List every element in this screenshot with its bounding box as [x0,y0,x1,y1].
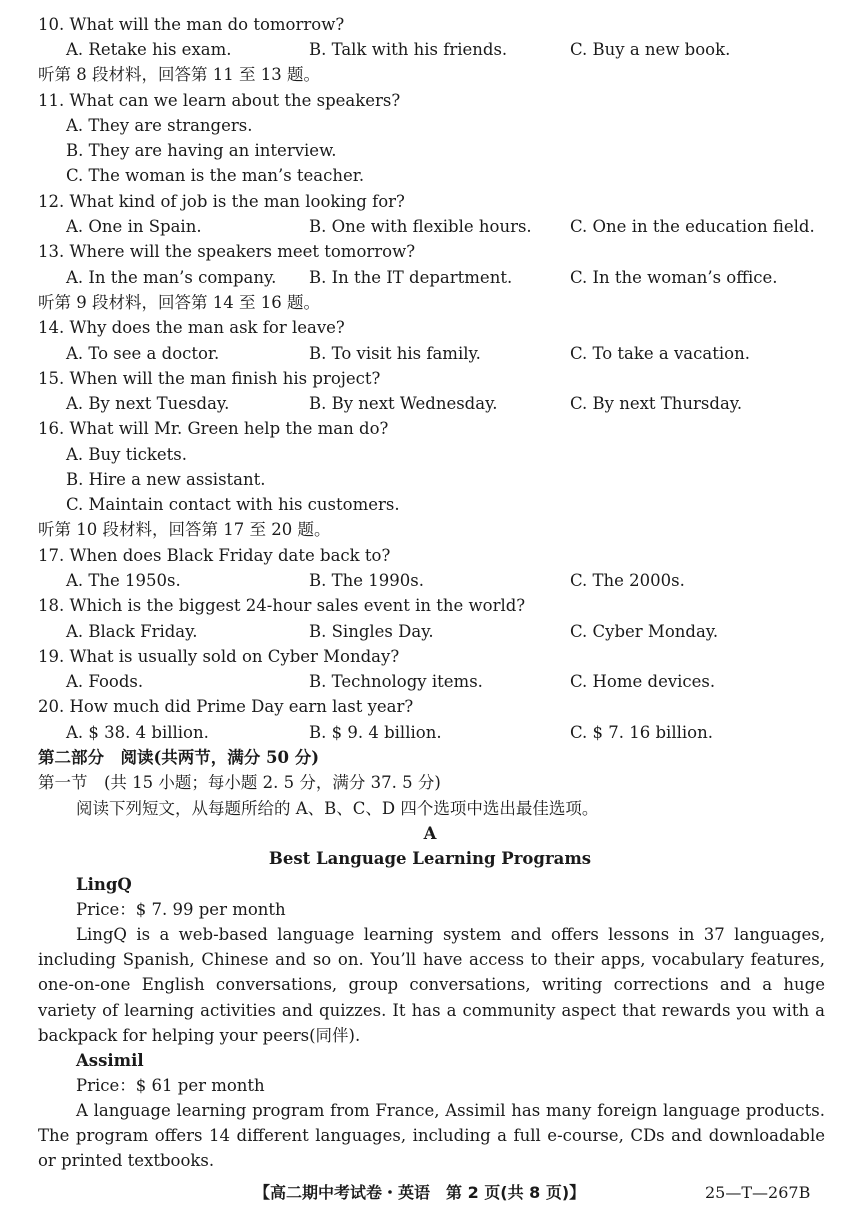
question-15-option-a: A. By next Tuesday. [66,394,230,413]
question-13-option-b: B. In the IT department. [309,268,513,287]
question-16-stem: 16. What will Mr. Green help the man do? [38,419,389,438]
section-9-header: 听第 9 段材料，回答第 14 至 16 题。 [38,293,320,312]
program-desc-lingq: LingQ is a web-based language learning system and offers lessons in 37 languages, including Spanish, Chinese and so on. You’ll have access to their apps, vocabulary features, one-on-one English conversations, group conversations, writing corrections and a huge variety of learning activities and quizzes. It has a community aspect that rewards you with a backpack for helping your peers(同伴). [38,925,825,1045]
question-14-option-b: B. To visit his family. [309,344,481,363]
question-12-option-a: A. One in Spain. [66,217,202,236]
question-20-option-b: B. $ 9. 4 billion. [309,723,442,742]
question-19-option-a: A. Foods. [66,672,144,691]
program-desc-assimil: A language learning program from France, Assimil has many foreign language products. The program offers 14 different languages, including a full e-course, CDs and downloadable or printed textbooks. [38,1101,825,1171]
question-13-stem: 13. Where will the speakers meet tomorrow? [38,242,416,261]
question-14-stem: 14. Why does the man ask for leave? [38,318,345,337]
question-11-option-b: B. They are having an interview. [66,141,337,160]
page-footer-label: 【高二期中考试卷・英语 第 2 页(共 8 页)】 [254,1183,586,1202]
question-19-option-b: B. Technology items. [309,672,483,691]
question-17-option-c: C. The 2000s. [570,571,685,590]
passage-title: Best Language Learning Programs [268,849,592,868]
part-2-title: 第二部分 阅读(共两节，满分 50 分) [38,748,320,767]
question-15-option-b: B. By next Wednesday. [309,394,498,413]
question-13-option-c: C. In the woman’s office. [570,268,778,287]
program-price-lingq: Price：$ 7. 99 per month [76,900,286,919]
page-footer-code: 25—T—267B [705,1183,811,1202]
question-17-stem: 17. When does Black Friday date back to? [38,546,391,565]
question-19-option-c: C. Home devices. [570,672,716,691]
question-12-stem: 12. What kind of job is the man looking for? [38,192,405,211]
question-18-stem: 18. Which is the biggest 24-hour sales event in the world? [38,596,526,615]
question-10-stem: 10. What will the man do tomorrow? [38,15,345,34]
question-12-option-c: C. One in the education field. [570,217,815,236]
question-11-stem: 11. What can we learn about the speakers? [38,91,401,110]
question-16-option-b: B. Hire a new assistant. [66,470,266,489]
question-11-option-c: C. The woman is the man’s teacher. [66,166,365,185]
part-2-instruction: 阅读下列短文，从每题所给的 A、B、C、D 四个选项中选出最佳选项。 [76,799,599,818]
question-16-option-c: C. Maintain contact with his customers. [66,495,400,514]
question-14-option-a: A. To see a doctor. [66,344,220,363]
question-20-option-a: A. $ 38. 4 billion. [66,723,209,742]
passage-letter: A [423,824,437,843]
question-10-option-a: A. Retake his exam. [66,40,232,59]
question-17-option-a: A. The 1950s. [66,571,181,590]
part-2-section-1: 第一节 (共 15 小题；每小题 2. 5 分，满分 37. 5 分) [38,773,441,792]
question-19-stem: 19. What is usually sold on Cyber Monday? [38,647,400,666]
question-20-option-c: C. $ 7. 16 billion. [570,723,713,742]
question-12-option-b: B. One with flexible hours. [309,217,532,236]
question-10-option-c: C. Buy a new book. [570,40,731,59]
program-price-assimil: Price：$ 61 per month [76,1076,265,1095]
question-15-option-c: C. By next Thursday. [570,394,743,413]
question-18-option-b: B. Singles Day. [309,622,434,641]
question-13-option-a: A. In the man’s company. [66,268,277,287]
question-15-stem: 15. When will the man finish his project? [38,369,381,388]
question-20-stem: 20. How much did Prime Day earn last year? [38,697,414,716]
question-16-option-a: A. Buy tickets. [66,445,187,464]
question-17-option-b: B. The 1990s. [309,571,424,590]
question-18-option-c: C. Cyber Monday. [570,622,719,641]
program-name-lingq: LingQ [76,875,132,894]
question-11-option-a: A. They are strangers. [66,116,253,135]
section-8-header: 听第 8 段材料，回答第 11 至 13 题。 [38,65,320,84]
section-10-header: 听第 10 段材料，回答第 17 至 20 题。 [38,520,331,539]
question-10-option-b: B. Talk with his friends. [309,40,508,59]
question-14-option-c: C. To take a vacation. [570,344,750,363]
question-18-option-a: A. Black Friday. [66,622,198,641]
program-name-assimil: Assimil [76,1051,144,1070]
